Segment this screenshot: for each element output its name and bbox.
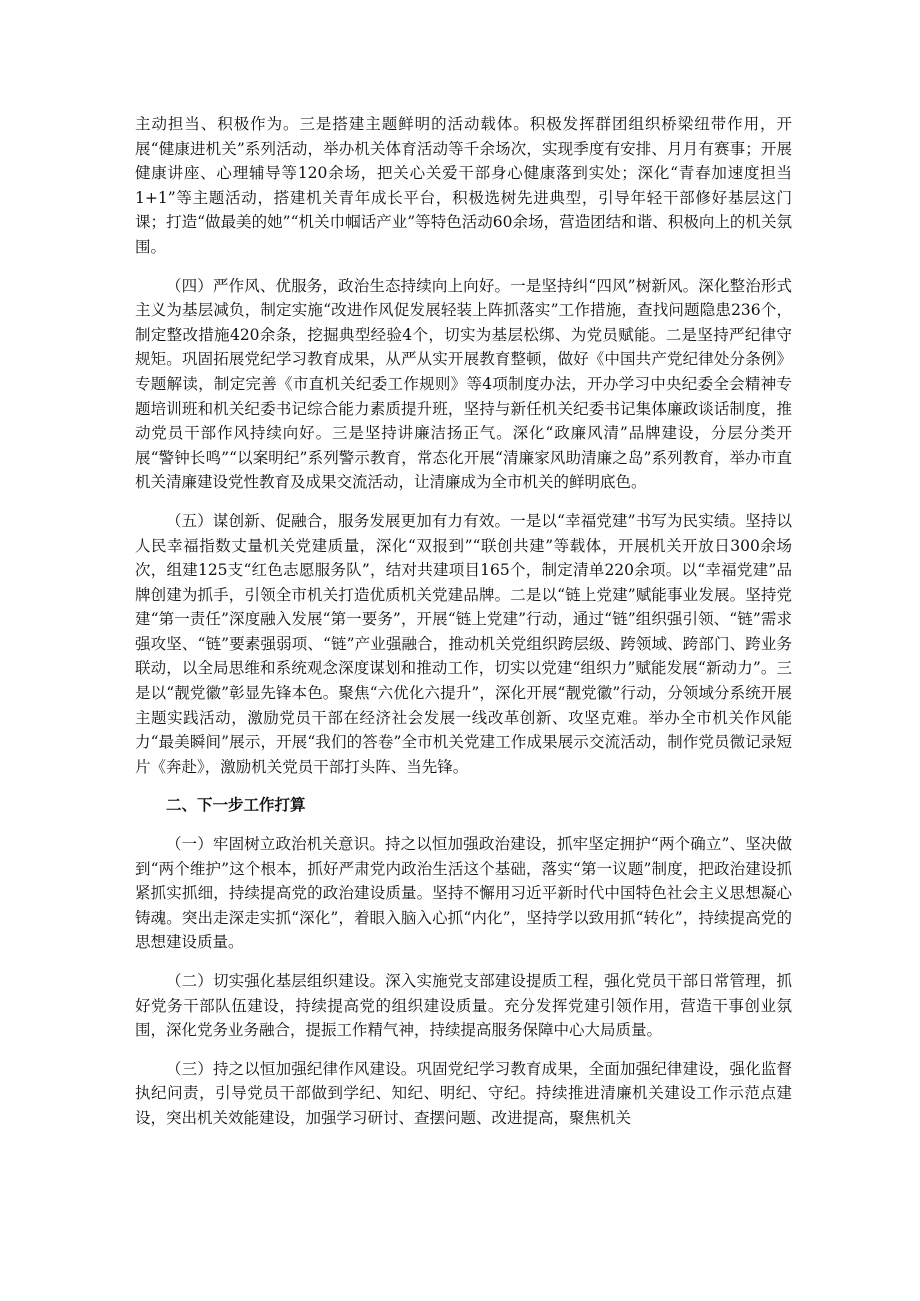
document-page	[135, 112, 792, 1145]
paragraph-discipline-style: （三）持之以恒加强纪律作风建设。巩固党纪学习教育成果，全面加强纪律建设，强化监督执纪问责，引导党员干部做到学纪、知纪、明纪、守纪。持续推进清廉机关建设工作示范点建设，突出机关效能建设，加强学习研讨、查摆问题、改进提高，聚焦机关	[135, 1059, 792, 1127]
section-heading-next-steps: 二、下一步工作打算	[166, 796, 306, 815]
paragraph-innovation: （五）谋创新、促融合，服务发展更加有力有效。一是以“幸福党建”书写为民实绩。坚持以人民幸福指数丈量机关党建质量，深化“双报到”“联创共建”等载体，开展机关开放日300余场次，组建125支“红色志愿服务队”，结对共建项目165个，制定清单220余项。以“幸福党建”品牌创建为抓手，引领全市机关打造优质机关党建品牌。二是以“链上党建”赋能事业发展。坚持党建“第一责任”深度融入发展“第一要务”，开展“链上党建”行动，通过“链”组织强引领、“链”需求强攻坚、“链”要素强弱项、“链”产业强融合，推动机关党组织跨层级、跨领域、跨部门、跨业务联动，以全局思维和系统观念深度谋划和推动工作，切实以党建“组织力”赋能发展“新动力”。三是以“靓党徽”彰显先锋本色。聚焦“六优化六提升”，深化开展“靓党徽”行动，分领域分系统开展主题实践活动，激励党员干部在经济社会发展一线改革创新、攻坚克难。举办全市机关作风能力“最美瞬间”展示，开展“我们的答卷”全市机关党建工作成果展示交流活动，制作党员微记录短片《奔赴》，激励机关党员干部打头阵、当先锋。	[135, 511, 792, 776]
paragraph-grassroots-organization: （二）切实强化基层组织建设。深入实施党支部建设提质工程，强化党员干部日常管理，抓好党务干部队伍建设，持续提高党的组织建设质量。充分发挥党建引领作用，营造干事创业氛围，深化党务业务融合，提振工作精气神，持续提高服务保障中心大局质量。	[135, 972, 792, 1040]
paragraph-political-awareness: （一）牢固树立政治机关意识。持之以恒加强政治建设，抓牢坚定拥护“两个确立”、坚决做到“两个维护”这个根本，抓好严肃党内政治生活这个基础，落实“第一议题”制度，把政治建设抓紧抓实抓细，持续提高党的政治建设质量。坚持不懈用习近平新时代中国特色社会主义思想凝心铸魂。突出走深走实抓“深化”，着眼入脑入心抓“内化”，坚持学以致用抓“转化”，持续提高党的思想建设质量。	[135, 835, 792, 952]
paragraph-work-style: （四）严作风、优服务，政治生态持续向上向好。一是坚持纠“四风”树新风。深化整治形式主义为基层减负，制定实施“改进作风促发展轻装上阵抓落实”工作措施，查找问题隐患236个，制定整改措施420余条，挖掘典型经验4个，切实为基层松绑、为党员赋能。二是坚持严纪律守规矩。巩固拓展党纪学习教育成果，从严从实开展教育整顿，做好《中国共产党纪律处分条例》专题解读，制定完善《市直机关纪委工作规则》等4项制度办法，开办学习中央纪委全会精神专题培训班和机关纪委书记综合能力素质提升班，坚持与新任机关纪委书记集体廉政谈话制度，推动党员干部作风持续向好。三是坚持讲廉洁扬正气。深化“政廉风清”品牌建设，分层分类开展“警钟长鸣”“以案明纪”系列警示教育，常态化开展“清廉家风助清廉之岛”系列教育，举办市直机关清廉建设党性教育及成果交流活动，让清廉成为全市机关的鲜明底色。	[135, 276, 792, 492]
paragraph-continuation: 主动担当、积极作为。三是搭建主题鲜明的活动载体。积极发挥群团组织桥梁纽带作用，开展“健康进机关”系列活动，举办机关体育活动等千余场次，实现季度有安排、月月有赛事；开展健康讲座、心理辅导等120余场，把关心关爱干部身心健康落到实处；深化“青春加速度担当1+1”等主题活动，搭建机关青年成长平台，积极选树先进典型，引导年轻干部修好基层这门课；打造“做最美的她”“机关巾帼话产业”等特色活动60余场，营造团结和谐、积极向上的机关氛围。	[135, 115, 792, 256]
